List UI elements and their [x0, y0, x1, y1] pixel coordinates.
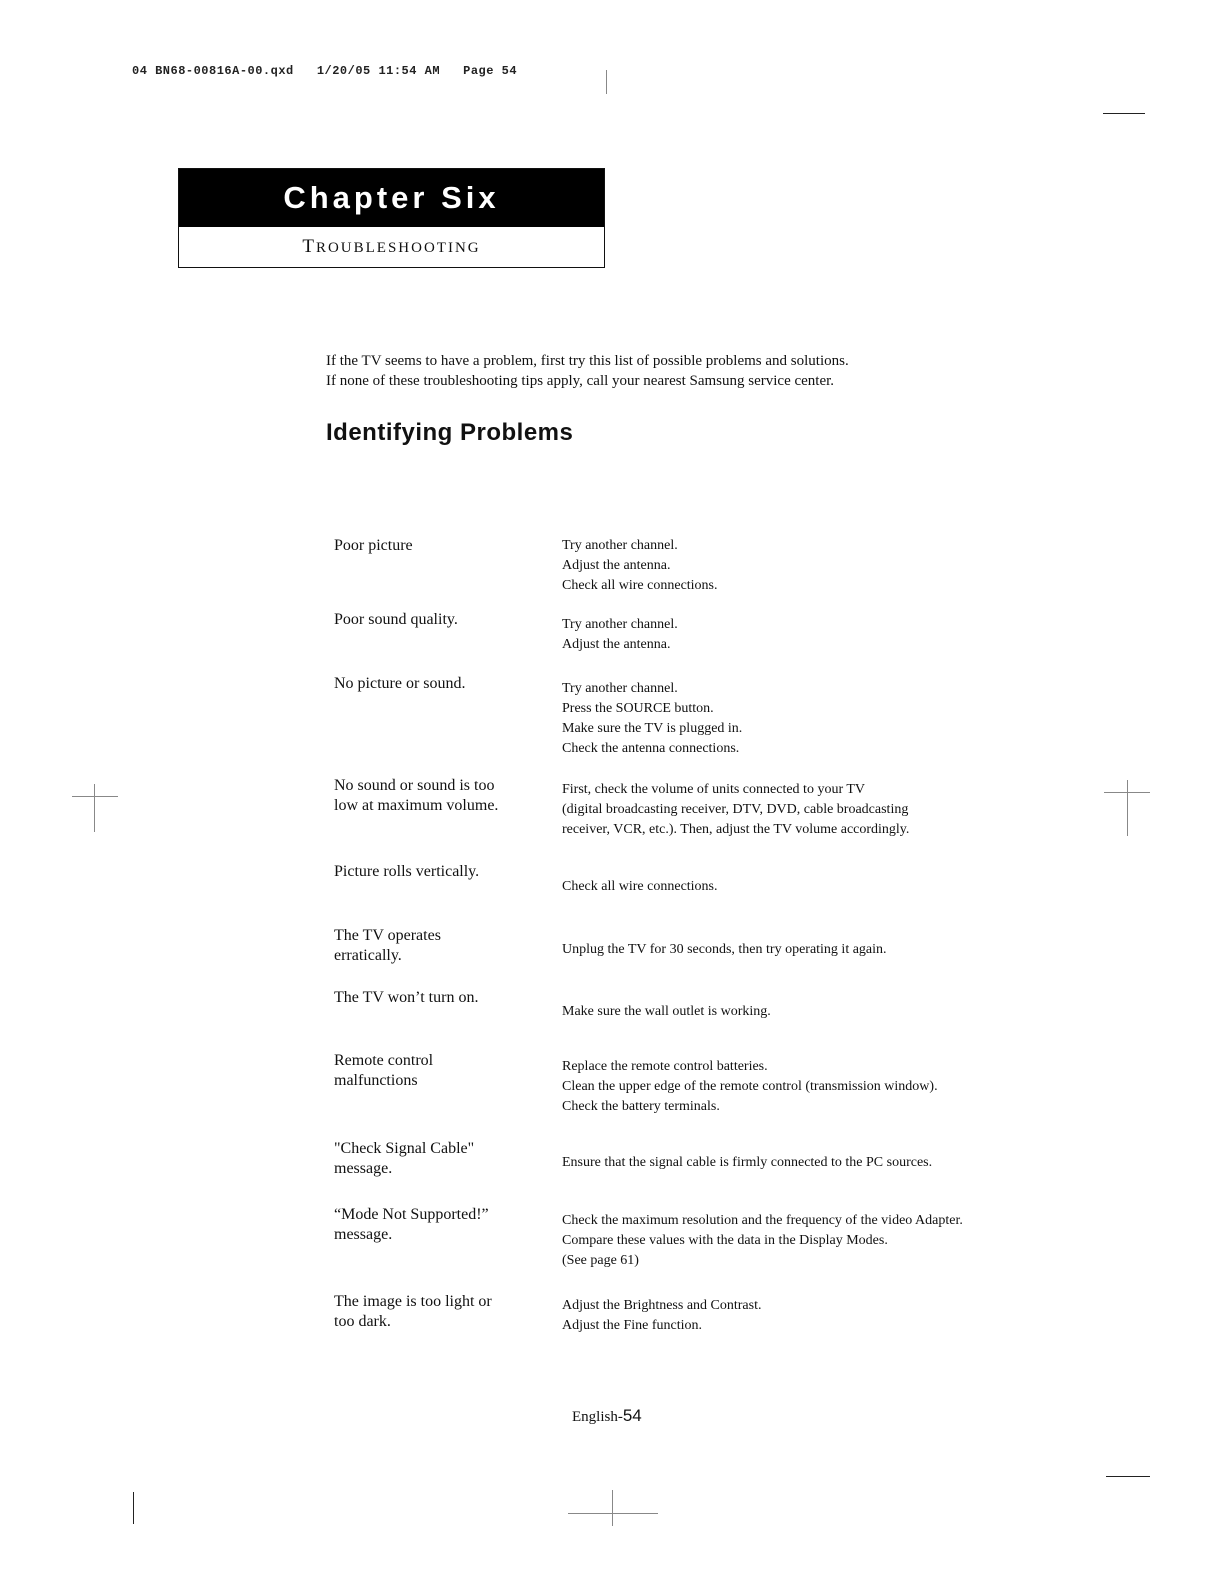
- solution-text: (See page 61): [562, 1253, 639, 1268]
- solution-cell: [562, 1057, 1082, 1117]
- solution-text: Try another channel.: [562, 617, 678, 632]
- solution-text: Check the battery terminals.: [562, 1099, 720, 1114]
- problem-text: The TV operates: [334, 927, 441, 944]
- solution-text: Replace the remote control batteries.: [562, 1059, 768, 1074]
- solution-text: Adjust the antenna.: [562, 558, 671, 573]
- chapter-subtitle-rest: ROUBLESHOOTING: [315, 240, 481, 256]
- problem-text: erratically.: [334, 947, 402, 964]
- solution-cell: [562, 1002, 1082, 1022]
- section-title: Identifying Problems: [326, 419, 574, 446]
- crop-mark-bottom-right: [1106, 1476, 1150, 1477]
- problem-text: malfunctions: [334, 1072, 418, 1089]
- solution-text: (digital broadcasting receiver, DTV, DVD, cable broadcasting: [562, 802, 909, 817]
- problem-cell: [334, 988, 544, 1008]
- problem-text: Picture rolls vertically.: [334, 863, 480, 880]
- problem-text: low at maximum volume.: [334, 797, 499, 814]
- solution-cell: [562, 940, 1082, 960]
- solution-text: First, check the volume of units connected to your TV: [562, 782, 866, 797]
- problem-cell: [334, 862, 544, 882]
- problem-text: The TV won’t turn on.: [334, 989, 479, 1006]
- solution-text: Make sure the TV is plugged in.: [562, 721, 743, 736]
- solution-text: Adjust the Brightness and Contrast.: [562, 1298, 762, 1313]
- solution-cell: [562, 679, 1082, 759]
- registration-mark-bottom-v: [612, 1490, 613, 1526]
- problem-cell: [334, 674, 544, 694]
- print-slug: 04 BN68-00816A-00.qxd 1/20/05 11:54 AM Page 54: [132, 64, 518, 78]
- problem-cell: [334, 1051, 544, 1091]
- problem-cell: [334, 536, 544, 556]
- solution-text: Check the maximum resolution and the frequency of the video Adapter.: [562, 1213, 963, 1228]
- problem-text: too dark.: [334, 1313, 391, 1330]
- problem-cell: [334, 926, 544, 966]
- solution-text: Ensure that the signal cable is firmly connected to the PC sources.: [562, 1155, 933, 1170]
- solution-text: Press the SOURCE button.: [562, 701, 714, 716]
- solution-text: Check the antenna connections.: [562, 741, 740, 756]
- registration-mark-top: [606, 70, 607, 94]
- solution-cell: [562, 1153, 1082, 1173]
- problem-text: message.: [334, 1226, 393, 1243]
- intro-paragraph: [326, 351, 1026, 391]
- solution-text: Clean the upper edge of the remote control (transmission window).: [562, 1079, 938, 1094]
- problem-text: No picture or sound.: [334, 675, 466, 692]
- registration-mark-right-v: [1127, 780, 1128, 836]
- crop-mark-bottom-left: [133, 1492, 134, 1524]
- solution-text: Unplug the TV for 30 seconds, then try operating it again.: [562, 942, 887, 957]
- solution-text: Make sure the wall outlet is working.: [562, 1004, 771, 1019]
- chapter-subtitle-initial: T: [302, 236, 316, 257]
- problem-cell: [334, 776, 544, 816]
- crop-mark-top-right: [1103, 113, 1145, 114]
- solution-cell: [562, 615, 1082, 655]
- registration-mark-left-h: [72, 796, 118, 797]
- intro-line: If none of these troubleshooting tips apply, call your nearest Samsung service center.: [326, 373, 835, 389]
- solution-text: receiver, VCR, etc.). Then, adjust the TV volume accordingly.: [562, 822, 910, 837]
- solution-cell: [562, 877, 1082, 897]
- problem-cell: [334, 610, 544, 630]
- solution-cell: [562, 1296, 1082, 1336]
- problem-text: “Mode Not Supported!”: [334, 1206, 489, 1223]
- footer-prefix: English-: [572, 1409, 623, 1425]
- problem-text: Poor picture: [334, 537, 413, 554]
- registration-mark-left-v: [94, 784, 95, 832]
- solution-cell: [562, 780, 1082, 840]
- chapter-heading: [178, 168, 605, 268]
- solution-text: Adjust the Fine function.: [562, 1318, 702, 1333]
- page-footer: [572, 1406, 642, 1426]
- solution-text: Check all wire connections.: [562, 879, 718, 894]
- problem-text: "Check Signal Cable": [334, 1140, 475, 1157]
- solution-cell: [562, 1211, 1082, 1271]
- chapter-subtitle: [179, 227, 604, 269]
- problem-text: No sound or sound is too: [334, 777, 495, 794]
- problem-text: Poor sound quality.: [334, 611, 458, 628]
- solution-text: Adjust the antenna.: [562, 637, 671, 652]
- chapter-title: Chapter Six: [179, 169, 604, 227]
- solution-text: Compare these values with the data in the Display Modes.: [562, 1233, 888, 1248]
- solution-text: Try another channel.: [562, 681, 678, 696]
- problem-cell: [334, 1292, 544, 1332]
- solution-cell: [562, 536, 1082, 596]
- problem-cell: [334, 1139, 544, 1179]
- intro-line: If the TV seems to have a problem, first try this list of possible problems and solutions.: [326, 353, 849, 369]
- problem-text: message.: [334, 1160, 393, 1177]
- problem-cell: [334, 1205, 544, 1245]
- solution-text: Check all wire connections.: [562, 578, 718, 593]
- solution-text: Try another channel.: [562, 538, 678, 553]
- page-number: 54: [622, 1406, 642, 1425]
- registration-mark-bottom-h: [568, 1513, 658, 1514]
- problem-text: The image is too light or: [334, 1293, 492, 1310]
- problem-text: Remote control: [334, 1052, 434, 1069]
